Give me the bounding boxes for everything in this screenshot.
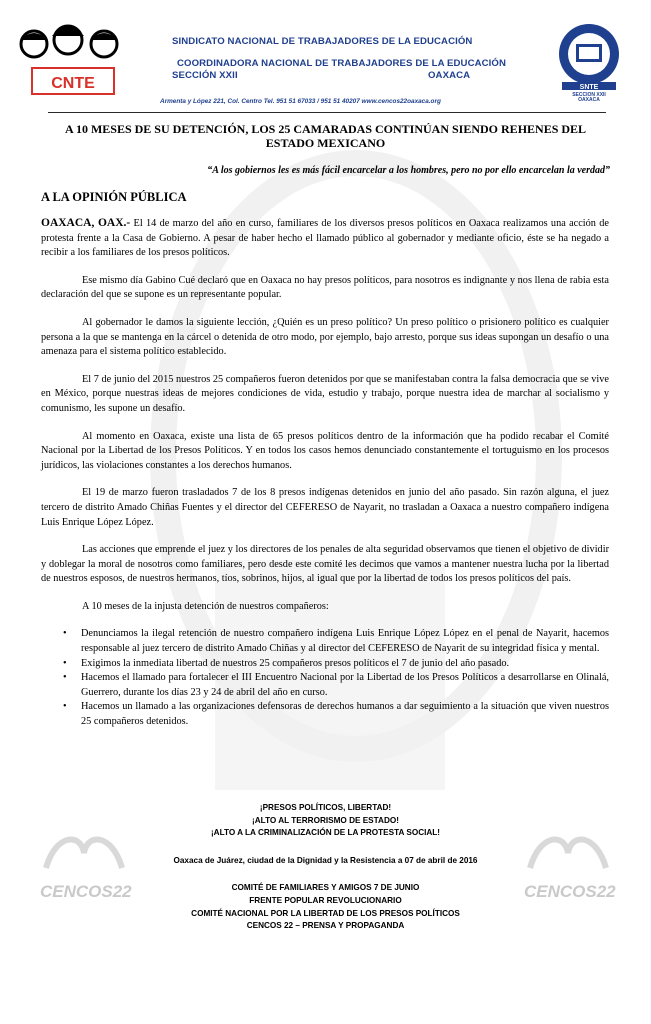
snte-logo-sub2: OAXACA — [578, 97, 600, 102]
signatory: CENCOS 22 – PRENSA Y PROPAGANDA — [246, 921, 405, 931]
document-title: A 10 MESES DE SU DETENCIÓN, LOS 25 CAMARADAS CONTINÚAN SIENDO REHENES DEL ESTADO MEXICANO — [64, 122, 587, 150]
document-body — [41, 216, 609, 730]
paragraph-1-text: El 14 de marzo del año en curso, familiares de los diversos presos políticos en Oaxaca realizamos una acción de protesta frente a la Casa de Gobierno. A pesar de haber hecho el llamado público al gobernador y mediante oficio, éste se ha negado a recibir a los familiares de los presos políticos. — [41, 218, 609, 259]
cencos-logo-left: CENCOS22 — [40, 882, 132, 901]
paragraph-2: Ese mismo día Gabino Cué declaró que en Oaxaca no hay presos políticos, para nosotros es indignante y nos llena de rabia esta declaración del que se supone es un representante popular. — [41, 274, 609, 301]
list-item: • Hacemos el llamado para fortalecer el III Encuentro Nacional por la Libertad de los Presos Políticos a desarrollarse en Olinalá, Guerrero, durante los días 23 y 24 de abril del año en curso. — [41, 671, 609, 700]
state-name: OAXACA — [428, 70, 471, 81]
paragraph-7: Las acciones que emprende el juez y los directores de los penales de alta seguridad observamos que tienen el objetivo de dividir y doblegar la moral de nosotros como familiares, pero desde este comité les decimos que vamos a mantener nuestra lucha por la libertad de nuestros esposos, de nuestros hermanos, tíos, sobrinos, hijos, al igual que por la libertad de todos los presos políticos del país. — [41, 544, 609, 585]
epigraph-quote: “A los gobiernos les es más fácil encarcelar a los hombres, pero no por ello encarcelan la verdad” — [207, 165, 610, 176]
slogan: ¡ALTO A LA CRIMINALIZACIÓN DE LA PROTESTA SOCIAL! — [210, 828, 441, 837]
slogans — [0, 802, 651, 840]
place-date-line: Oaxaca de Juárez, ciudad de la Dignidad y la Resistencia a 07 de abril de 2016 — [173, 856, 478, 865]
paragraph-8: A 10 meses de la injusta detención de nuestros compañeros: — [82, 600, 329, 612]
address-line: Armenta y López 221, Col. Centro Tel. 951 51 67033 / 951 51 40207 www.cencos22oaxaca.org — [160, 98, 441, 105]
list-item: • Hacemos un llamado a las organizaciones defensoras de derechos humanos a dar seguimiento a la situación que viven nuestros 25 compañeros detenidos. — [41, 700, 609, 729]
list-item: • Denunciamos la ilegal retención de nuestro compañero indígena Luis Enrique López López en el penal de Nayarit, hacemos responsable al juez tercero de distrito Amado Chiñas y al director del CEFERESO de Nayarit de su integridad física y mental. — [41, 627, 609, 656]
cnte-logo-text: CNTE — [51, 75, 95, 92]
union-name: SINDICATO NACIONAL DE TRABAJADORES DE LA EDUCACIÓN — [172, 36, 473, 47]
signatory: FRENTE POPULAR REVOLUCIONARIO — [249, 895, 402, 905]
signatory: COMITÉ DE FAMILIARES Y AMIGOS 7 DE JUNIO — [231, 883, 420, 892]
demands-list — [41, 627, 609, 729]
paragraph-1 — [41, 216, 609, 261]
paragraph-5: Al momento en Oaxaca, existe una lista de 65 presos políticos dentro de la información que ha podido recabar el Comité Nacional por la Libertad de los Presos Políticos. Y en todos los casos hemos denunciado constantemente el tortuguismo en los procesos jurídicos, las violaciones constantes a los derechos humanos. — [41, 430, 609, 471]
snte-seal-icon — [548, 20, 630, 102]
section-name: SECCIÓN XXII — [172, 70, 238, 81]
header-divider — [48, 112, 606, 113]
snte-logo-sub1: SECCION XXII — [572, 92, 606, 98]
dateline-lead: OAXACA, OAX.- — [41, 217, 131, 229]
paragraph-3: Al gobernador le damos la siguiente lección, ¿Quién es un preso político? Un preso político o prisionero político es cualquier persona a la que se mantenga en la cárcel o detenida de otro modo, por ejemplo, bajo arresto, porque sus ideas supongan un desafío o una amenaza para el sistema político establecido. — [41, 316, 609, 358]
signatories — [0, 882, 651, 933]
letterhead — [0, 0, 651, 110]
cencos-logo-right: CENCOS22 — [524, 882, 616, 901]
section-heading: A LA OPINIÓN PÚBLICA — [41, 190, 187, 204]
paragraph-6: El 19 de marzo fueron trasladados 7 de los 8 presos indígenas detenidos en junio del año pasado. Sin razón alguna, el juez tercero de distrito Amado Chiñas Fuentes y el director del CEFERESO de Nayarit, no trasladan a Oaxaca a nuestro compañero indígena Luis Enrique López López. — [41, 487, 609, 528]
paragraph-4: El 7 de junio del 2015 nuestros 25 compañeros fueron detenidos por que se manifestaban contra la falsa democracia que se vive en México, porque nuestras ideas de mejores condiciones de vida, estudio y trabajo, porque nuestra idea de marchar al socialismo y comunismo, les supone un desafío. — [41, 373, 609, 414]
slogan: ¡PRESOS POLÍTICOS, LIBERTAD! — [259, 803, 392, 812]
slogan: ¡ALTO AL TERRORISMO DE ESTADO! — [252, 815, 399, 825]
signatory: COMITÉ NACIONAL POR LA LIBERTAD DE LOS PRESOS POLÍTICOS — [191, 908, 460, 918]
snte-logo-text: SNTE — [579, 84, 599, 91]
cnte-logo-icon — [12, 20, 136, 98]
list-item: • Exigimos la inmediata libertad de nuestros 25 compañeros presos políticos el 7 de junio del año pasado. — [41, 657, 609, 672]
coordinadora-name: COORDINADORA NACIONAL DE TRABAJADORES DE LA EDUCACIÓN — [177, 58, 507, 69]
